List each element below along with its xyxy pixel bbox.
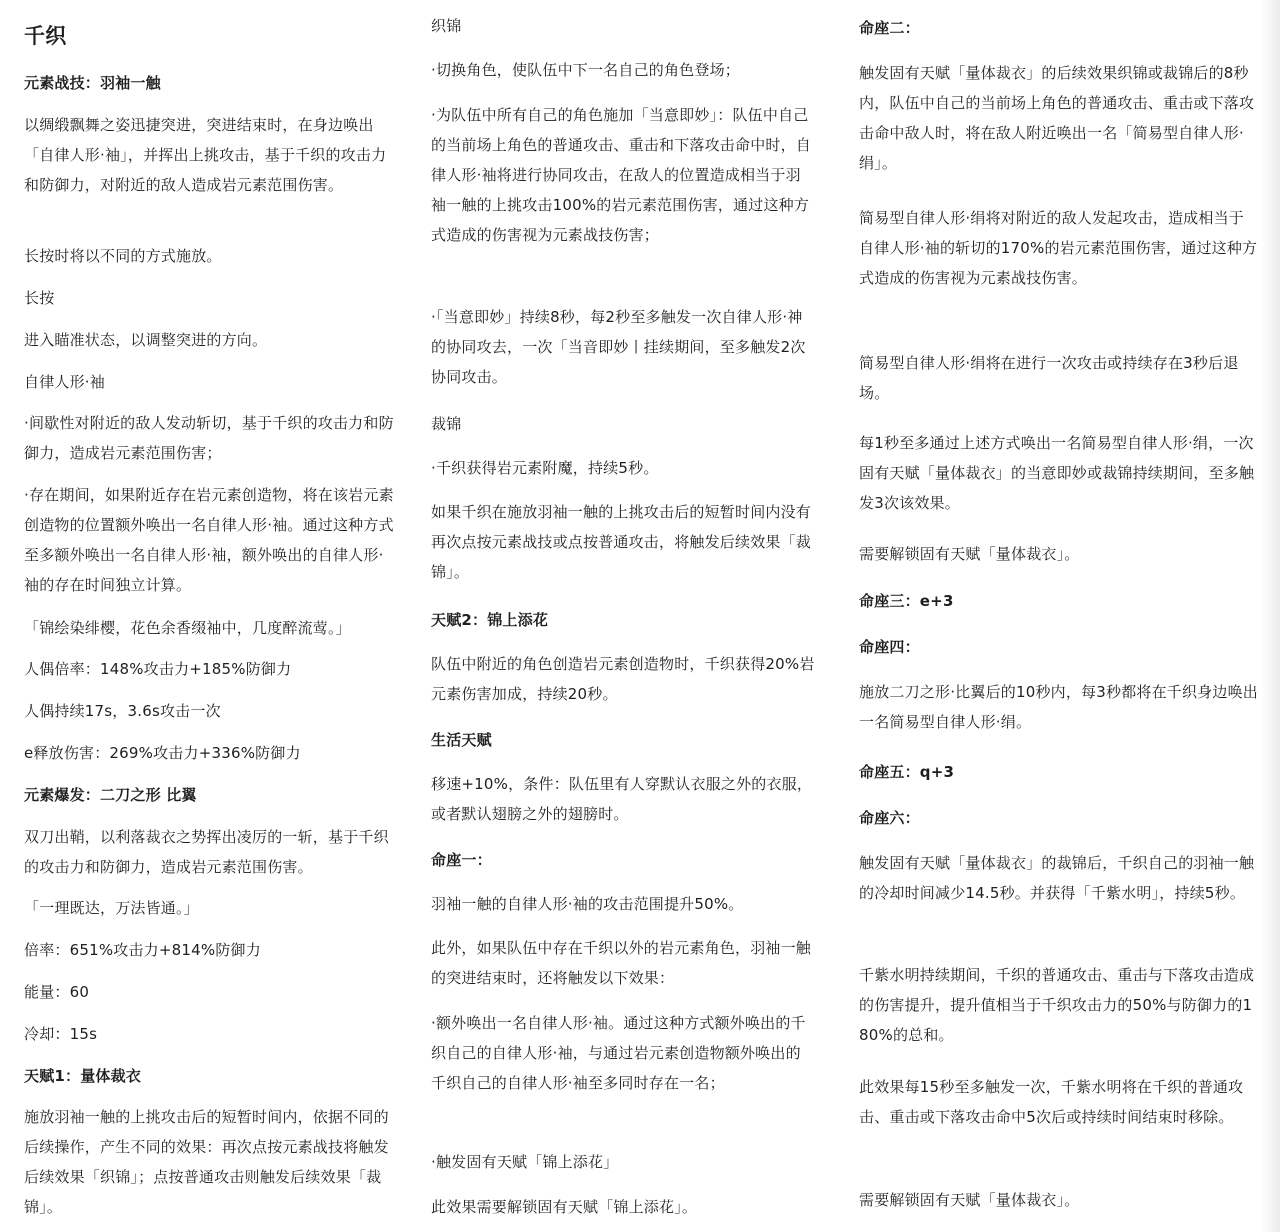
- section-heading: 天赋2：锦上添花: [431, 611, 549, 629]
- paragraph: 此效果每15秒至多触发一次，千紫水明将在千织的普通攻击、重击或下落攻击命中5次后或持续时间结束时移除。: [859, 1078, 1244, 1126]
- paragraph: 倍率：651%攻击力+814%防御力: [24, 941, 261, 959]
- paragraph: 触发固有天赋「量体裁衣」的后续效果织锦或裁锦后的8秒内，队伍中自己的当前场上角色的普通攻击、重击或下落攻击命中敌人时，将在敌人附近唤出一名「简易型自律人形·绢」。: [859, 64, 1255, 172]
- paragraph: 需要解锁固有天赋「量体裁衣」。: [859, 545, 1080, 563]
- paragraph: e释放伤害：269%攻击力+336%防御力: [24, 744, 301, 762]
- paragraph: 羽袖一触的自律人形·袖的攻击范围提升50%。: [431, 895, 744, 913]
- paragraph: 每1秒至多通过上述方式唤出一名简易型自律人形·绢，一次固有天赋「量体裁衣」的当意即妙或裁锦持续期间，至多触发3次该效果。: [859, 434, 1255, 512]
- section-heading: 生活天赋: [431, 731, 492, 749]
- paragraph: 能量：60: [24, 983, 90, 1001]
- paragraph: ·额外唤出一名自律人形·袖。通过这种方式额外唤出的千织自己的自律人形·袖，与通过岩元素创造物额外唤出的千织自己的自律人形·袖至多同时存在一名；: [431, 1014, 806, 1092]
- paragraph: 人偶持续17s，3.6s攻击一次: [24, 702, 221, 720]
- paragraph: 此外，如果队伍中存在千织以外的岩元素角色，羽袖一触的突进结束时，还将触发以下效果：: [431, 939, 812, 987]
- paragraph: 进入瞄准状态，以调整突进的方向。: [24, 331, 268, 349]
- paragraph: 自律人形·袖: [24, 373, 105, 391]
- paragraph: 如果千织在施放羽袖一触的上挑攻击后的短暂时间内没有再次点按元素战技或点按普通攻击，将触发后续效果「裁锦」。: [431, 503, 812, 581]
- section-heading: 命座六：: [859, 809, 920, 827]
- paragraph: 千紫水明持续期间，千织的普通攻击、重击与下落攻击造成的伤害提升，提升值相当于千织攻击力的50%与防御力的180%的总和。: [859, 966, 1255, 1044]
- section-heading: 命座一：: [431, 851, 492, 869]
- paragraph: 冷却：15s: [24, 1025, 98, 1043]
- paragraph: 以绸缎飘舞之姿迅捷突进，突进结束时，在身边唤出「自律人形·袖」，并挥出上挑攻击，基于千织的攻击力和防御力，对附近的敌人造成岩元素范围伤害。: [24, 116, 387, 194]
- paragraph: ·千织获得岩元素附魔，持续5秒。: [431, 459, 659, 477]
- section-heading: 命座二：: [859, 19, 920, 37]
- paragraph: 人偶倍率：148%攻击力+185%防御力: [24, 660, 292, 678]
- section-heading: 元素战技：羽袖一触: [24, 74, 161, 92]
- paragraph: 裁锦: [431, 415, 462, 433]
- section-heading: 命座五：q+3: [859, 763, 955, 781]
- paragraph: ·切换角色，使队伍中下一名自己的角色登场；: [431, 61, 740, 79]
- paragraph: 简易型自律人形·绢将对附近的敌人发起攻击，造成相当于自律人形·袖的斩切的170%的岩元素范围伤害，通过这种方式造成的伤害视为元素战技伤害。: [859, 209, 1258, 287]
- section-heading: 命座四：: [859, 638, 920, 656]
- paragraph: 长按时将以不同的方式施放。: [24, 247, 222, 265]
- section-heading: 命座三：e+3: [859, 592, 954, 610]
- paragraph: ·为队伍中所有自己的角色施加「当意即妙」：队伍中自己的当前场上角色的普通攻击、重击和下落攻击命中时，自律人形·袖将进行协同攻击，在敌人的位置造成相当于羽袖一触的上挑攻击100%的岩元素范围伤害，通过这种方式造成的伤害视为元素战技伤害；: [431, 106, 812, 244]
- paragraph: 移速+10%，条件：队伍里有人穿默认衣服之外的衣服，或者默认翅膀之外的翅膀时。: [431, 775, 813, 823]
- paragraph: 需要解锁固有天赋「量体裁衣」。: [859, 1191, 1080, 1209]
- paragraph: 此效果需要解锁固有天赋「锦上添花」。: [431, 1198, 698, 1216]
- paragraph: 织锦: [431, 17, 462, 35]
- paragraph: 「锦绘染绯樱，花色余香缀袖中，几度醉流莺。」: [24, 619, 351, 637]
- section-heading: 元素爆发：二刀之形 比翼: [24, 786, 197, 804]
- paragraph: ·间歇性对附近的敌人发动斩切，基于千织的攻击力和防御力，造成岩元素范围伤害；: [24, 414, 394, 462]
- section-heading: 天赋1：量体裁衣: [24, 1067, 142, 1085]
- edge-shadow: [1260, 0, 1280, 1232]
- paragraph: 简易型自律人形·绢将在进行一次攻击或持续存在3秒后退场。: [859, 354, 1239, 402]
- paragraph: ·「当意即妙」持续8秒，每2秒至多触发一次自律人形·神的协同攻去，一次「当音即妙丨挂续期间，至多触发2次协同攻击。: [431, 308, 806, 386]
- paragraph: 施放二刀之形·比翼后的10秒内，每3秒都将在千织身边唤出一名简易型自律人形·绢。: [859, 683, 1259, 731]
- paragraph: 长按: [24, 289, 55, 307]
- paragraph: 双刀出鞘，以利落裁衣之势挥出凌厉的一斩，基于千织的攻击力和防御力，造成岩元素范围伤害。: [24, 828, 389, 876]
- paragraph: 施放羽袖一触的上挑攻击后的短暂时间内，依据不同的后续操作，产生不同的效果：再次点按元素战技将触发后续效果「织锦」；点按普通攻击则触发后续效果「裁锦」。: [24, 1108, 389, 1216]
- paragraph: 「一理既达，万法皆通。」: [24, 899, 199, 917]
- paragraph: 队伍中附近的角色创造岩元素创造物时，千织获得20%岩元素伤害加成，持续20秒。: [431, 655, 815, 703]
- paragraph: 触发固有天赋「量体裁衣」的裁锦后，千织自己的羽袖一触的冷却时间减少14.5秒。并获得「千紫水明」，持续5秒。: [859, 854, 1255, 902]
- paragraph: ·存在期间，如果附近存在岩元素创造物，将在该岩元素创造物的位置额外唤出一名自律人形·袖。通过这种方式至多额外唤出一名自律人形·袖，额外唤出的自律人形·袖的存在时间独立计算。: [24, 486, 394, 594]
- page-title: 千织: [24, 24, 67, 48]
- paragraph: ·触发固有天赋「锦上添花」: [431, 1153, 619, 1171]
